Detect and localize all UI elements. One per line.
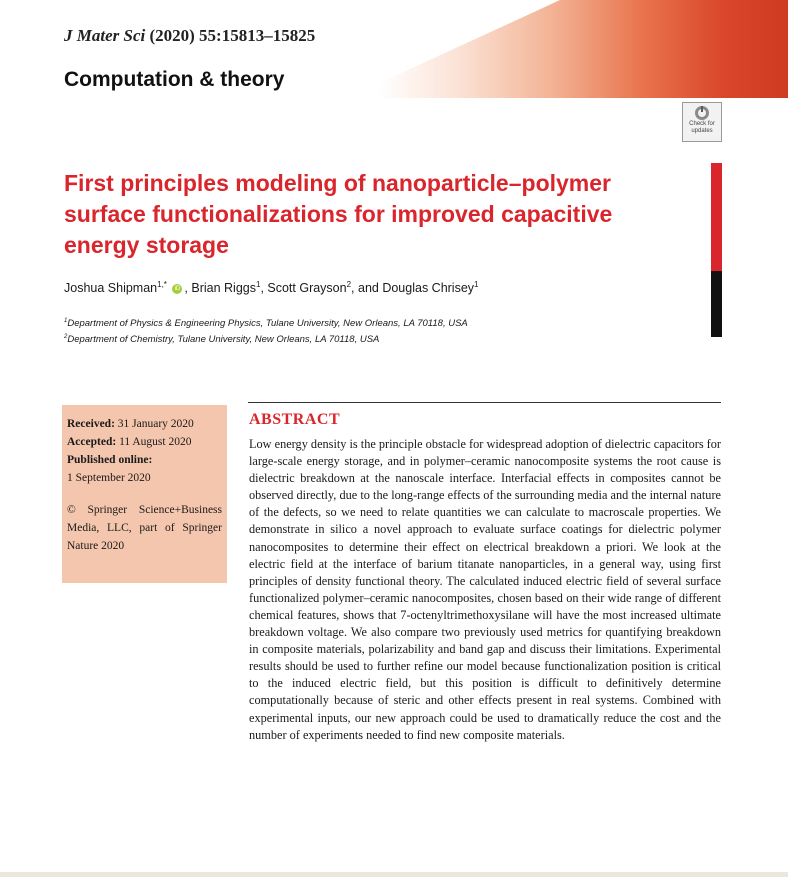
author-superscript: 1: [474, 280, 479, 289]
author-name[interactable]: Scott Grayson: [267, 281, 347, 296]
author-superscript: 1: [255, 280, 261, 289]
article-title: First principles modeling of nanoparticle–polymer surface functionalizations for improved capacitive energy storage: [64, 170, 613, 258]
author-name[interactable]: Douglas Chrisey: [382, 281, 475, 296]
abstract-text: Low energy density is the principle obstacle for widespread adoption of dielectric capacitors for large-scale energy storage, and in polymer–ceramic nanocomposite systems the root cause is dielectric breakdown at the nanoscale interface. Interfacial effects in composites cannot be observed directly, due to the long-range effects of the surrounding media and the internal nature of the defects, so we need to relate quantities we can calculate to macroscale properties. We demonstrate in silico a novel approach to evaluate surface coatings for dielectric polymer nanocomposites to determine their effect on electrical breakdown a priori. We look at the electric field at the interface of barium titanate nanoparticles, in a general way, using first principles of density functional theory. The calculated induced electric field of several surface functionalized polymer–ceramic nanocomposites, chosen based on their wide range of different chemical features, shows that 7-octenyltrimethoxysilane will have the most increased ultimate breakdown voltage. We also compare two previously used metrics for quantifying breakdown in composite materials, polarizability and band gap and discuss their limitations. Experimental results should be used to further refine our model because functionalization position is critical to the induced electric field, but this position is difficult to definitively determine computationally because of steric and other effects present in real systems. Combined with experimental inputs, our new approach could be used to dramatically reduce the cost and the number of experiments needed to find new composite materials.: [249, 437, 722, 742]
accepted-date: 11 August 2020: [119, 436, 192, 448]
received-label: Received:: [67, 418, 115, 430]
affiliation-text: Department of Physics & Engineering Physics, Tulane University, New Orleans, LA 70118, USA: [67, 318, 468, 330]
side-accent-bar-red: [711, 163, 722, 271]
check-updates-label-1: Check for: [689, 121, 715, 127]
affiliation-superscript: 2: [64, 334, 68, 340]
author-name[interactable]: Joshua Shipman: [64, 281, 158, 296]
side-accent-bar-black: [711, 271, 722, 337]
copyright-notice: © Springer Science+Business Media, LLC, part of Springer Nature 2020: [67, 504, 222, 552]
author-superscript: 2: [346, 280, 352, 289]
published-date: 1 September 2020: [67, 472, 151, 484]
published-label: Published online:: [67, 454, 153, 466]
received-line: [67, 415, 222, 433]
section-label: Computation & theory: [64, 68, 285, 91]
affiliation-2: [64, 334, 379, 345]
abstract-heading: ABSTRACT: [249, 411, 341, 428]
author-list: Joshua Shipman$^{1,*}$ iD , Brian Riggs$^1$, Scott Grayson$^2$, and Douglas Chrisey$^1$: [64, 280, 479, 296]
journal-citation: [64, 26, 315, 46]
orcid-icon[interactable]: iD: [172, 284, 182, 294]
check-updates-icon: [694, 105, 710, 121]
affiliation-1: [64, 318, 468, 329]
abstract-divider: [248, 402, 721, 403]
accepted-label: Accepted:: [67, 436, 117, 448]
page-bottom-band: [0, 872, 788, 877]
check-for-updates-button[interactable]: [682, 102, 722, 142]
affiliation-text: Department of Chemistry, Tulane University, New Orleans, LA 70118, USA: [67, 334, 380, 346]
affiliation-superscript: 1: [64, 318, 68, 324]
article-history-box: [62, 405, 227, 583]
check-updates-label-2: updates: [691, 128, 713, 134]
author-name[interactable]: Brian Riggs: [191, 281, 256, 296]
citation-numbers: (2020) 55:15813–15825: [149, 26, 316, 45]
received-date: 31 January 2020: [117, 418, 194, 430]
accepted-line: [67, 433, 222, 451]
journal-name: J Mater Sci: [64, 26, 146, 45]
author-superscript: 1,*: [157, 280, 167, 289]
